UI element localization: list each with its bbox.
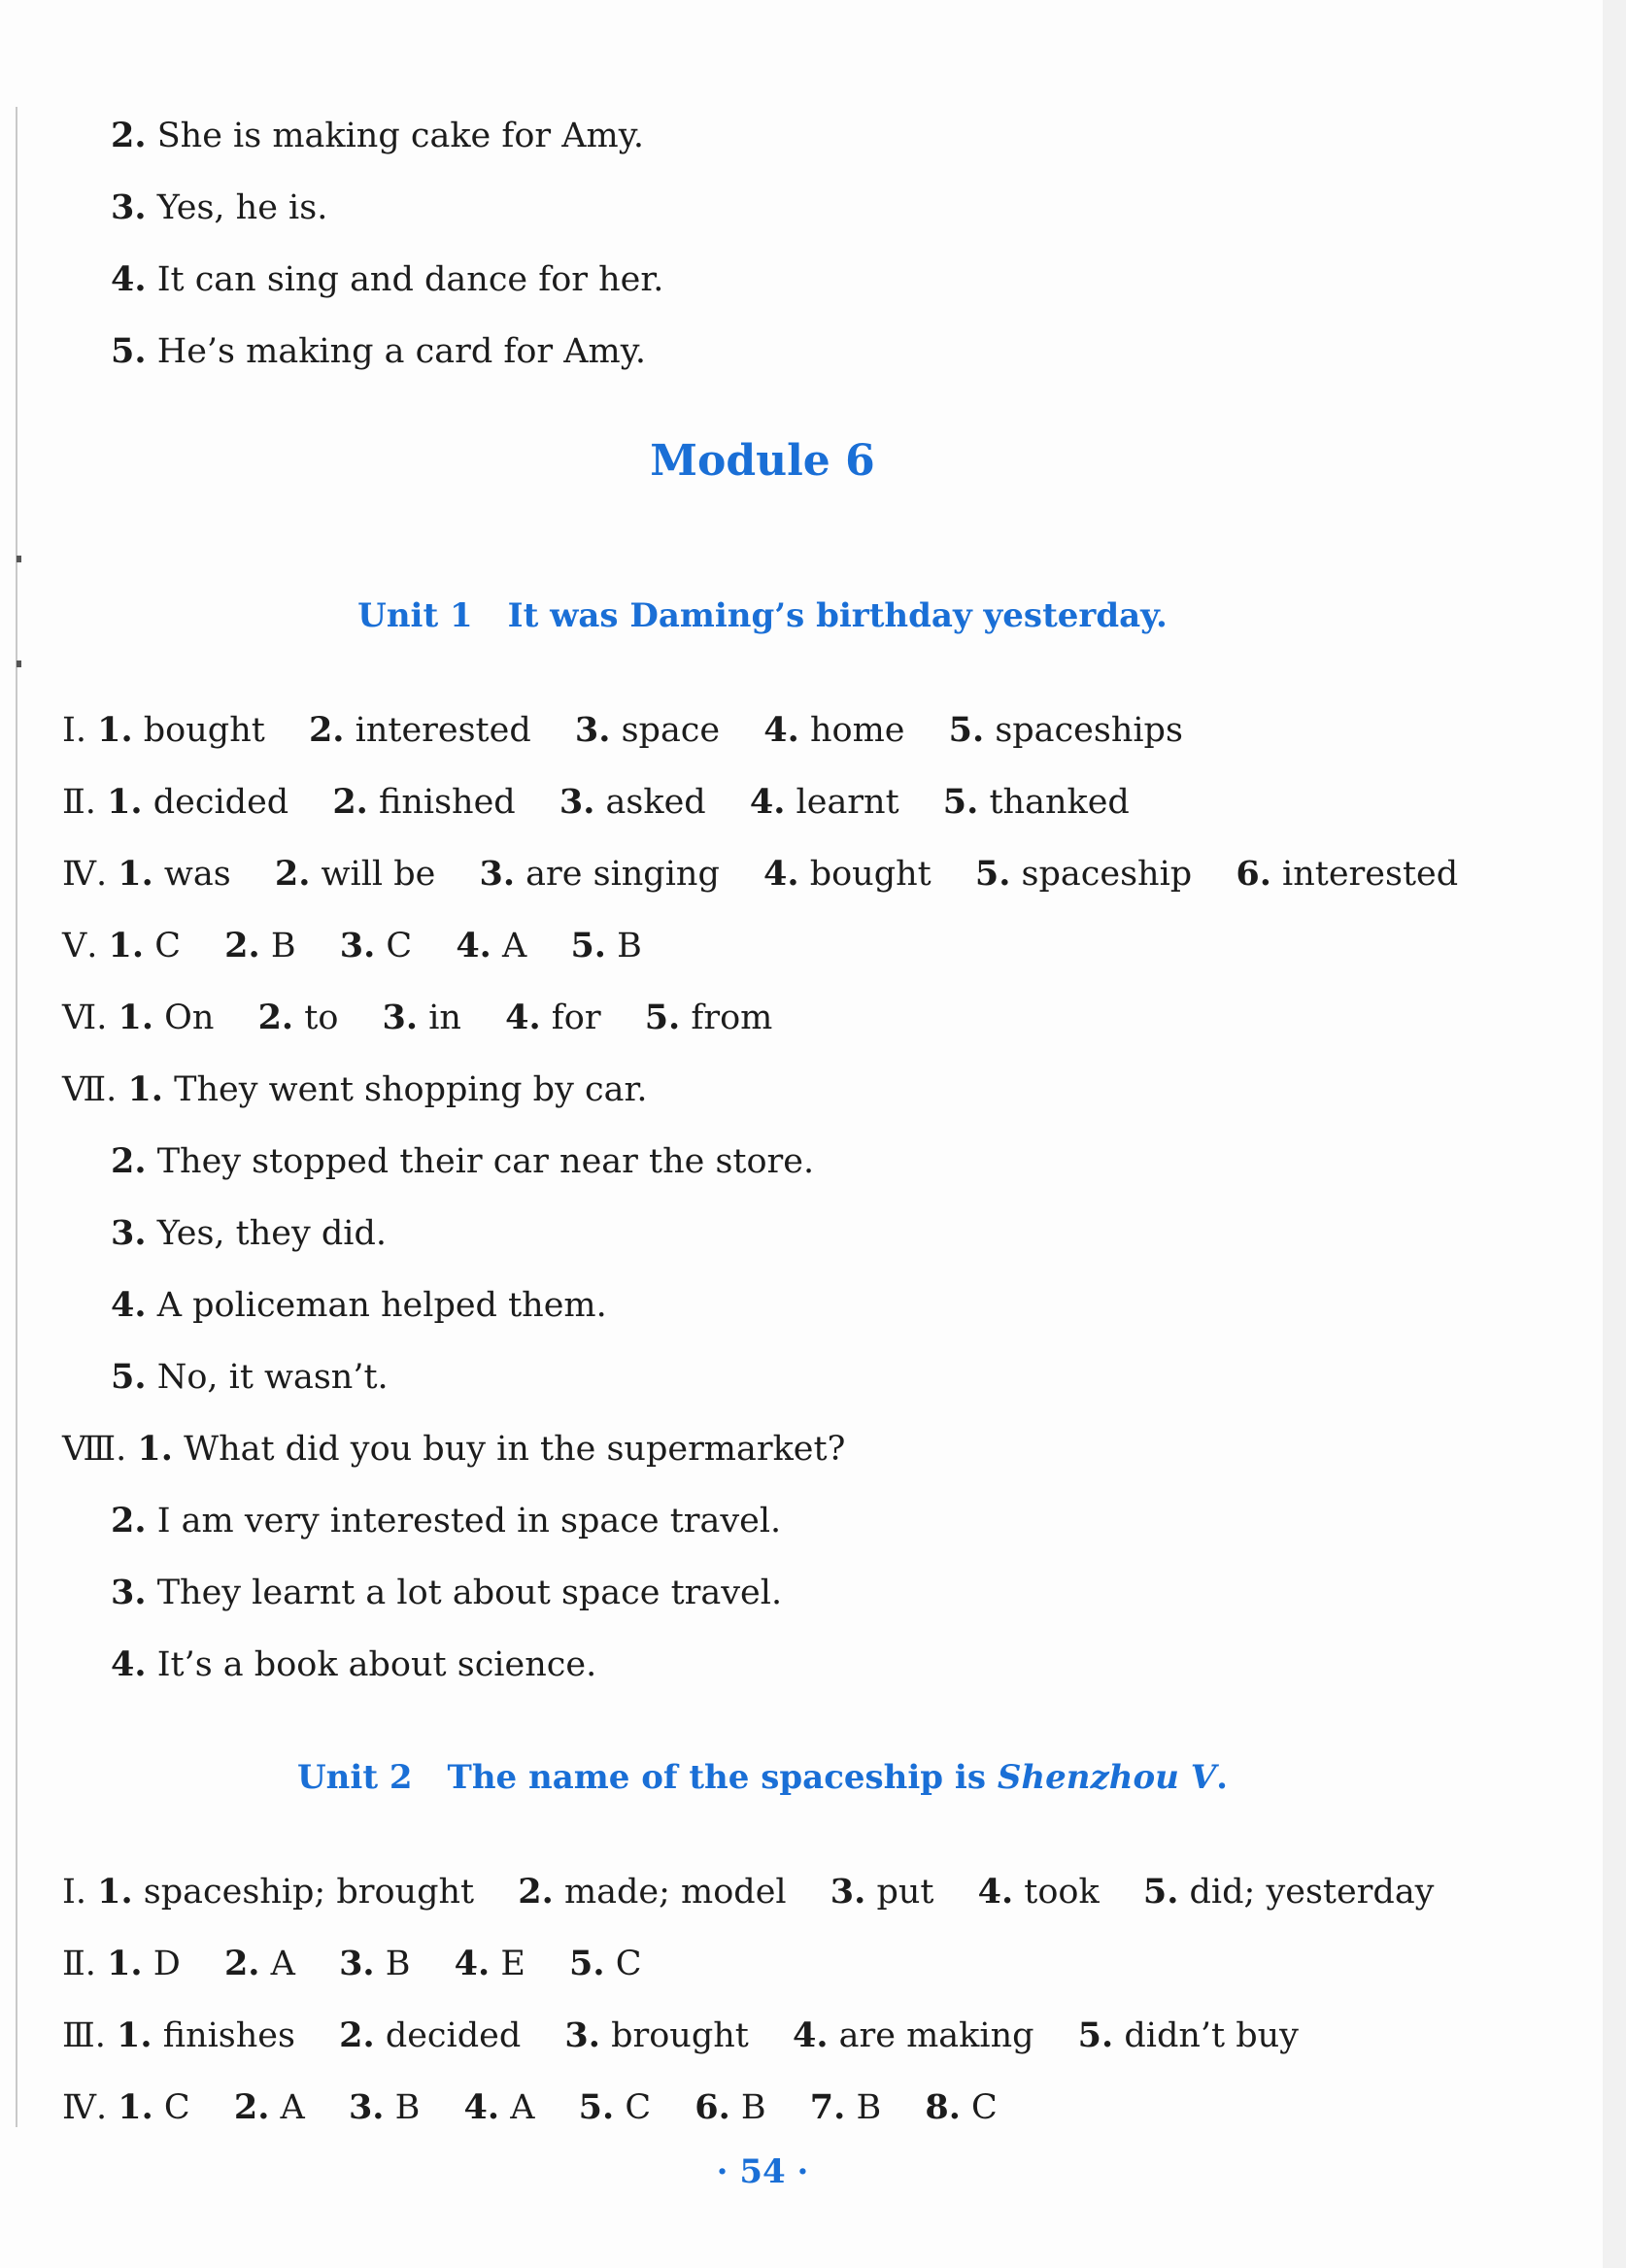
- answer-line: 3. Yes, he is.: [111, 187, 328, 227]
- margin-mark: [17, 660, 21, 667]
- answer-line: 3. Yes, they did.: [111, 1213, 388, 1253]
- answer-line: 2. I am very interested in space travel.: [111, 1501, 782, 1540]
- module-title: Module 6: [650, 436, 875, 486]
- answer-section: Ⅳ. 1. C 2. A 3. B 4. A 5. C 6. B 7. B 8. C: [62, 2087, 998, 2127]
- answer-section: Ⅰ. 1. spaceship; brought 2. made; model 3. put 4. took 5. did; yesterday: [62, 1872, 1435, 1912]
- answer-line: 3. They learnt a lot about space travel.: [111, 1573, 783, 1612]
- margin-mark: [17, 556, 21, 562]
- answer-section: Ⅱ. 1. decided 2. finished 3. asked 4. learnt 5. thanked: [62, 782, 1130, 822]
- page-edge: [1603, 0, 1626, 2268]
- answer-section: Ⅴ. 1. C 2. B 3. C 4. A 5. B: [62, 926, 642, 965]
- answer-line: 5. He’s making a card for Amy.: [111, 331, 646, 371]
- answer-section: Ⅳ. 1. was 2. will be 3. are singing 4. bought 5. spaceship 6. interested: [62, 854, 1459, 894]
- answer-line: 2. They stopped their car near the store.: [111, 1141, 815, 1181]
- answer-line: 4. A policeman helped them.: [111, 1285, 607, 1325]
- answer-line: 2. She is making cake for Amy.: [111, 116, 644, 155]
- answer-line: 5. No, it wasn’t.: [111, 1357, 389, 1397]
- unit-title: Unit 1 It was Daming’s birthday yesterday.: [357, 596, 1168, 635]
- answer-line: Ⅷ. 1. What did you buy in the supermarket?: [62, 1429, 846, 1469]
- answer-section: Ⅰ. 1. bought 2. interested 3. space 4. home 5. spaceships: [62, 710, 1183, 750]
- answer-section: Ⅵ. 1. On 2. to 3. in 4. for 5. from: [62, 998, 773, 1037]
- page-number: · 54 ·: [716, 2152, 809, 2191]
- answer-line: 4. It can sing and dance for her.: [111, 259, 664, 299]
- answer-line: 4. It’s a book about science.: [111, 1644, 597, 1684]
- unit-title: Unit 2 The name of the spaceship is Shenzhou Ⅴ.: [297, 1758, 1228, 1797]
- margin-rule: [16, 107, 17, 2127]
- answer-section: Ⅱ. 1. D 2. A 3. B 4. E 5. C: [62, 1944, 642, 1983]
- answer-line: Ⅶ. 1. They went shopping by car.: [62, 1069, 648, 1109]
- answer-section: Ⅲ. 1. finishes 2. decided 3. brought 4. are making 5. didn’t buy: [62, 2015, 1299, 2055]
